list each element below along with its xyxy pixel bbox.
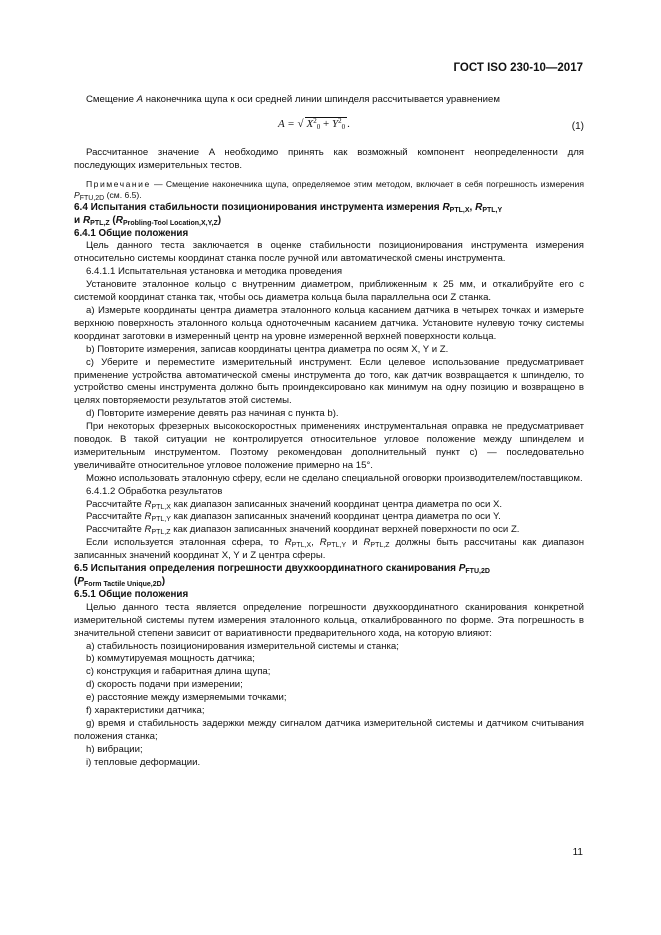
factor-a: a) стабильность позиционирования измерительной системы и станка;	[86, 640, 399, 652]
formula-number: (1)	[571, 120, 584, 132]
factor-f: f) характеристики датчика;	[86, 705, 205, 717]
factor-e: e) расстояние между измеряемыми точками;	[86, 692, 287, 704]
factor-g: g) время и стабильность задержки между сигналом датчика измерительной системы и датчиком считывания положения станка;	[74, 717, 584, 742]
step-b: b) Повторите измерения, записав координаты центра диаметра по осям X, Y и Z.	[86, 343, 449, 355]
subsection-6-4-1-1-title: 6.4.1.1 Испытательная установка и методика проведения	[86, 266, 343, 278]
result-paragraph: Рассчитанное значение A необходимо принять как возможный компонент неопределенности для последующих измерительных тестов.	[74, 146, 584, 171]
milling-paragraph: При некоторых фрезерных высокоскоростных применениях инструментальная оправка не предусматривает поводок. В такой ситуации не контролируется относительное угловое положение между шпинделем и измерительным инструментом. Поэтому рекомендован дополнительный пункт c) — последовательно увеличивайте относительное угловое положение примерно на 15°.	[74, 421, 584, 471]
section-6-5-1-paragraph: Целью данного теста является определение погрешности двухкоординатного сканирования конкретной измерительной системы путем измерения эталонного кольца, откалиброванного по форме. Эта погрешность в значительной степени зависит от вариативности предварительного хода, на которую влияют:	[74, 601, 584, 639]
step-c: c) Уберите и переместите измерительный инструмент. Если целевое использование предусматривает применение устройства автоматической смены инструмента до того, как датчик возвращается к шпинделю, то устройство смены инструмента должно быть проиндексировано как минимум на одну позицию и возвращено в целях повторяемости результатов этой системы.	[74, 356, 584, 407]
factor-c: c) конструкция и габаритная длина щупа;	[86, 666, 271, 678]
section-6-4-1-title: 6.4.1 Общие положения	[74, 227, 189, 239]
calc-x: Рассчитайте $R_{PTL,X}$ как диапазон записанных значений координат центра диаметра по оси X.	[86, 498, 503, 511]
calc-y: Рассчитайте $R_{PTL,Y}$ как диапазон записанных значений координат центра диаметра по оси Y.	[86, 511, 501, 524]
factor-i: i) тепловые деформации.	[86, 756, 201, 768]
calc-z: Рассчитайте $R_{PTL,Z}$ как диапазон записанных значений координат верхней поверхности по оси Z.	[86, 524, 520, 537]
intro-paragraph: Смещение A наконечника щупа к оси средней линии шпинделя рассчитывается уравнением	[86, 94, 500, 105]
section-6-5-1-title: 6.5.1 Общие положения	[74, 588, 189, 600]
sphere-paragraph: Можно использовать эталонную сферу, если не сделано специальной оговорки производителем/поставщиком.	[86, 472, 583, 484]
factor-b: b) коммутируемая мощность датчика;	[86, 653, 255, 665]
section-6-4-title: 6.4 Испытания стабильности позиционирования инструмента измерения $R_{PTL,X}$, $R_{PTL,Y}$ и $R_{PTL,Z}$ $(R_{Probling-Tool Location,X,Y,Z})$	[74, 201, 503, 227]
step-a: а) Измерьте координаты центра диаметра эталонного кольца касанием датчика в четырех точках и измерьте верхнюю поверхность эталонного кольца одноточечным касанием датчика. Установите нулевую точку системы координат заготовки в измеренный центр на уровне измеренной верхней поверхности кольца.	[74, 304, 584, 342]
document-body	[74, 94, 584, 770]
subsection-6-4-1-2-title: 6.4.1.2 Обработка результатов	[86, 485, 223, 497]
setup-paragraph: Установите эталонное кольцо с внутренним диаметром, приближенным к 25 мм, и откалибруйте его с системой координат станка так, чтобы ось диаметра кольца была параллельна оси Z станка.	[74, 279, 584, 304]
standard-code-header: ГОСТ ISO 230-10—2017	[453, 62, 583, 74]
step-d: d) Повторите измерение девять раз начиная с пункта b).	[86, 408, 339, 420]
note: Примечание — Смещение наконечника щупа, определяемое этим методом, включает в себя погрешность измерения $P_{FTU,2D}$ (см. 6.5).	[74, 178, 584, 203]
page-number: 11	[572, 847, 583, 858]
factor-h: h) вибрации;	[86, 743, 143, 755]
factor-d: d) скорость подачи при измерении;	[86, 679, 243, 691]
formula-expression: A = √ $X^2_0 + Y^2_0$ .	[278, 116, 350, 131]
formula-1	[74, 113, 584, 143]
sphere-calc: Если используется эталонная сфера, то $R_{PTL,X}$, $R_{PTL,Y}$ и $R_{PTL,Z}$ должны быть рассчитаны как диапазон записанных значений координат X, Y и Z центра сферы.	[74, 537, 584, 562]
section-6-5-title: 6.5 Испытания определения погрешности двухкоординатного сканирования $P_{FTU,2D}$ $(P_{Form Tactile Unique,2D})$	[74, 563, 490, 588]
section-6-4-1-paragraph: Цель данного теста заключается в оценке стабильности позиционирования инструмента измерения относительно системы координат станка после ручной или автоматической смены инструмента.	[74, 240, 584, 265]
